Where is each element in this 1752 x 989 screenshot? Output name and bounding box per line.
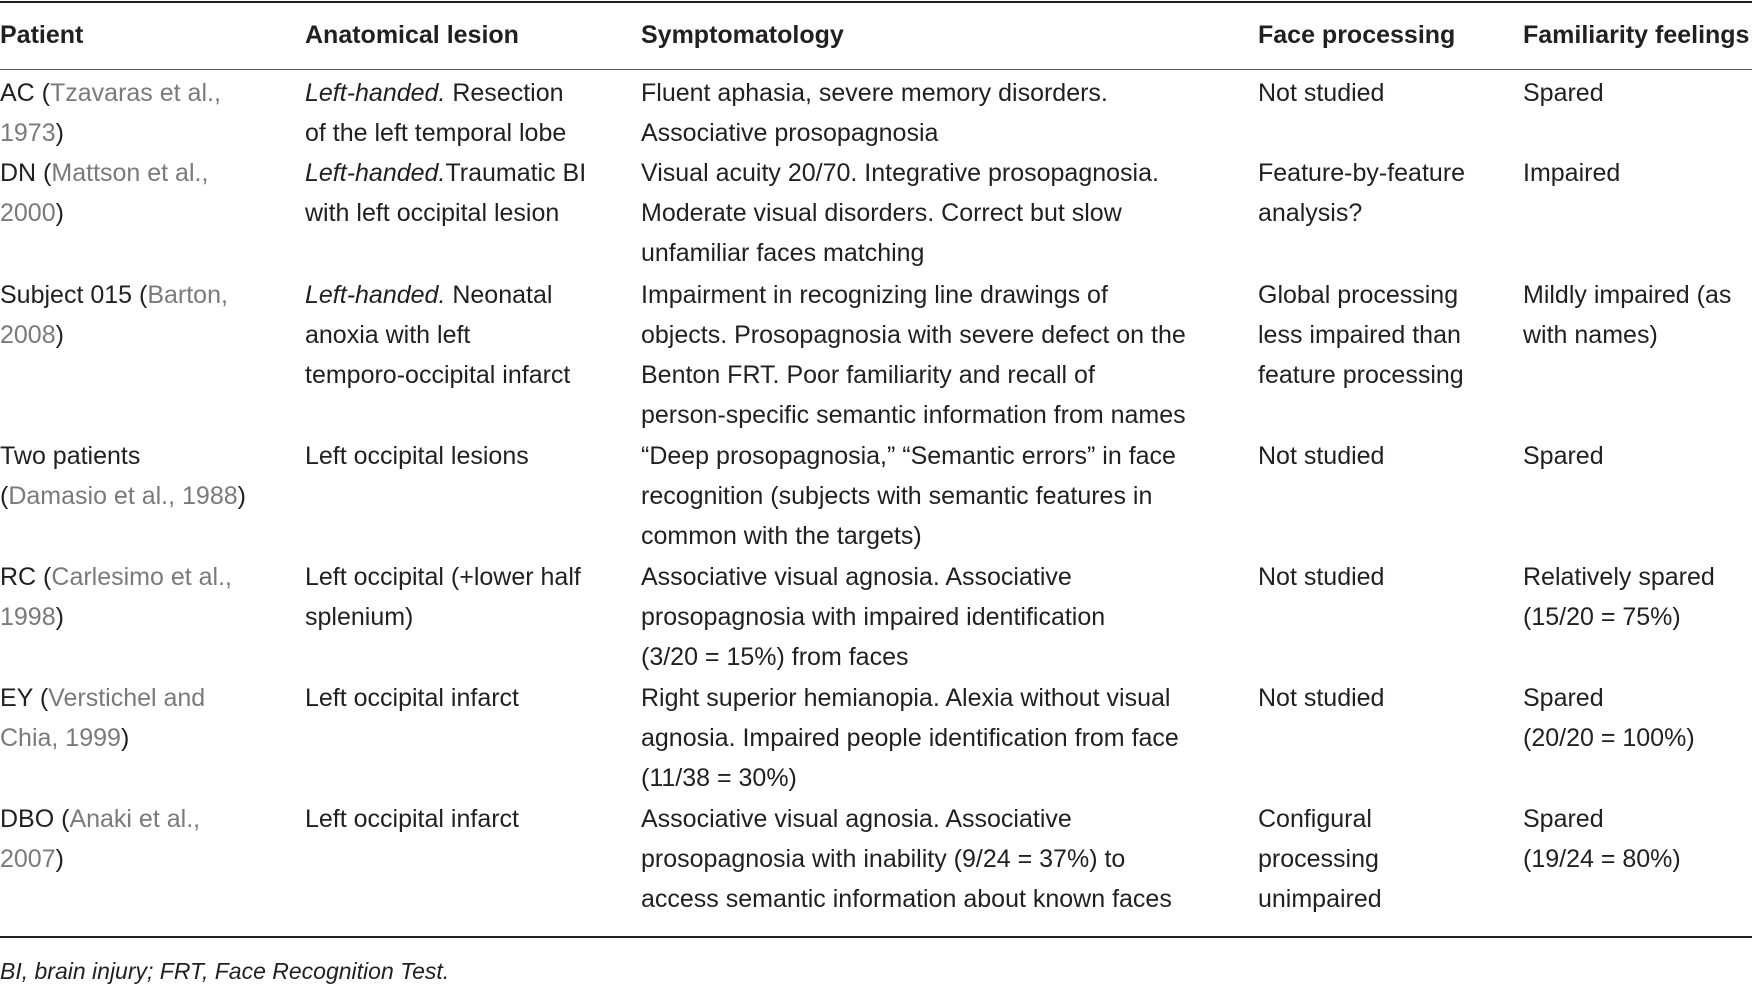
lesion-cell: Left occipital infarct [305, 684, 519, 712]
header-anatomical-lesion: Anatomical lesion [305, 21, 519, 49]
lesion-cell: Left-handed. Neonatal anoxia with left temporo-occipital infarct [305, 281, 571, 389]
symptoms-cell: Associative visual agnosia. Associative prosopagnosia with inability (9/24 = 37%) to access semantic information about known faces [641, 805, 1172, 913]
symptoms-cell: “Deep prosopagnosia,” “Semantic errors” in face recognition (subjects with semantic features in common with the targets) [641, 442, 1176, 550]
table-footnote: BI, brain injury; FRT, Face Recognition Test. [0, 958, 450, 984]
citation-link[interactable]: Anaki et al., [69, 805, 201, 833]
table-header-rule [0, 69, 1752, 70]
table-bottom-rule [0, 936, 1752, 938]
face-processing-cell: Not studied [1258, 684, 1385, 712]
lesion-cell: Left occipital lesions [305, 442, 529, 470]
symptoms-cell: Right superior hemianopia. Alexia without visual agnosia. Impaired people identification from face (11/38 = 30%) [641, 684, 1179, 792]
familiarity-cell: Spared (20/20 = 100%) [1523, 684, 1695, 752]
header-symptomatology: Symptomatology [641, 21, 844, 49]
citation-link[interactable]: Verstichel and [48, 684, 206, 712]
symptoms-cell: Visual acuity 20/70. Integrative prosopagnosia. Moderate visual disorders. Correct but slow unfamiliar faces matching [641, 159, 1159, 267]
citation-link[interactable]: 1973 [0, 119, 56, 147]
patient-cell: RC (Carlesimo et al., 1998) [0, 563, 233, 631]
citation-link[interactable]: Carlesimo et al., [51, 563, 233, 591]
familiarity-cell: Spared (19/24 = 80%) [1523, 805, 1681, 873]
header-face-processing: Face processing [1258, 21, 1456, 49]
patient-cell: Subject 015 (Barton, 2008) [0, 281, 228, 349]
familiarity-cell: Spared [1523, 442, 1604, 470]
symptoms-cell: Fluent aphasia, severe memory disorders. Associative prosopagnosia [641, 79, 1108, 147]
header-patient: Patient [0, 21, 84, 49]
familiarity-cell: Impaired [1523, 159, 1621, 187]
patient-cell: DN (Mattson et al., 2000) [0, 159, 209, 227]
face-processing-cell: Global processing less impaired than feature processing [1258, 281, 1464, 389]
citation-link[interactable]: Mattson et al., [51, 159, 209, 187]
patient-cell: Two patients (Damasio et al., 1988) [0, 442, 246, 510]
face-processing-cell: Not studied [1258, 563, 1385, 591]
citation-link[interactable]: 2007 [0, 845, 56, 873]
face-processing-cell: Feature-by-feature analysis? [1258, 159, 1466, 227]
symptoms-cell: Associative visual agnosia. Associative prosopagnosia with impaired identification (3/20 = 15%) from faces [641, 563, 1106, 671]
familiarity-cell: Relatively spared (15/20 = 75%) [1523, 563, 1715, 631]
face-processing-cell: Not studied [1258, 79, 1385, 107]
face-processing-cell: Configural processing unimpaired [1258, 805, 1382, 913]
citation-link[interactable]: 1998 [0, 603, 56, 631]
patient-cell: DBO (Anaki et al., 2007) [0, 805, 201, 873]
citation-link[interactable]: 2008 [0, 321, 56, 349]
familiarity-cell: Spared [1523, 79, 1604, 107]
citation-link[interactable]: 2000 [0, 199, 56, 227]
citation-link[interactable]: Tzavaras et al., [50, 79, 221, 107]
lesion-cell: Left occipital infarct [305, 805, 519, 833]
lesion-cell: Left-handed.Traumatic BI with left occipital lesion [305, 159, 587, 227]
familiarity-cell: Mildly impaired (as with names) [1523, 281, 1732, 349]
header-familiarity-feelings: Familiarity feelings [1523, 21, 1750, 49]
patient-cell: AC (Tzavaras et al., 1973) [0, 79, 221, 147]
lesion-cell: Left-handed. Resection of the left temporal lobe [305, 79, 567, 147]
citation-link[interactable]: Barton, [147, 281, 228, 309]
citation-link[interactable]: Chia, 1999 [0, 724, 121, 752]
table-top-rule [0, 1, 1752, 3]
symptoms-cell: Impairment in recognizing line drawings of objects. Prosopagnosia with severe defect on the Benton FRT. Poor familiarity and recall of person-specific semantic information from names [641, 281, 1186, 429]
lesion-cell: Left occipital (+lower half splenium) [305, 563, 581, 631]
patient-cell: EY (Verstichel and Chia, 1999) [0, 684, 206, 752]
citation-link[interactable]: Damasio et al., 1988 [8, 482, 238, 510]
face-processing-cell: Not studied [1258, 442, 1385, 470]
